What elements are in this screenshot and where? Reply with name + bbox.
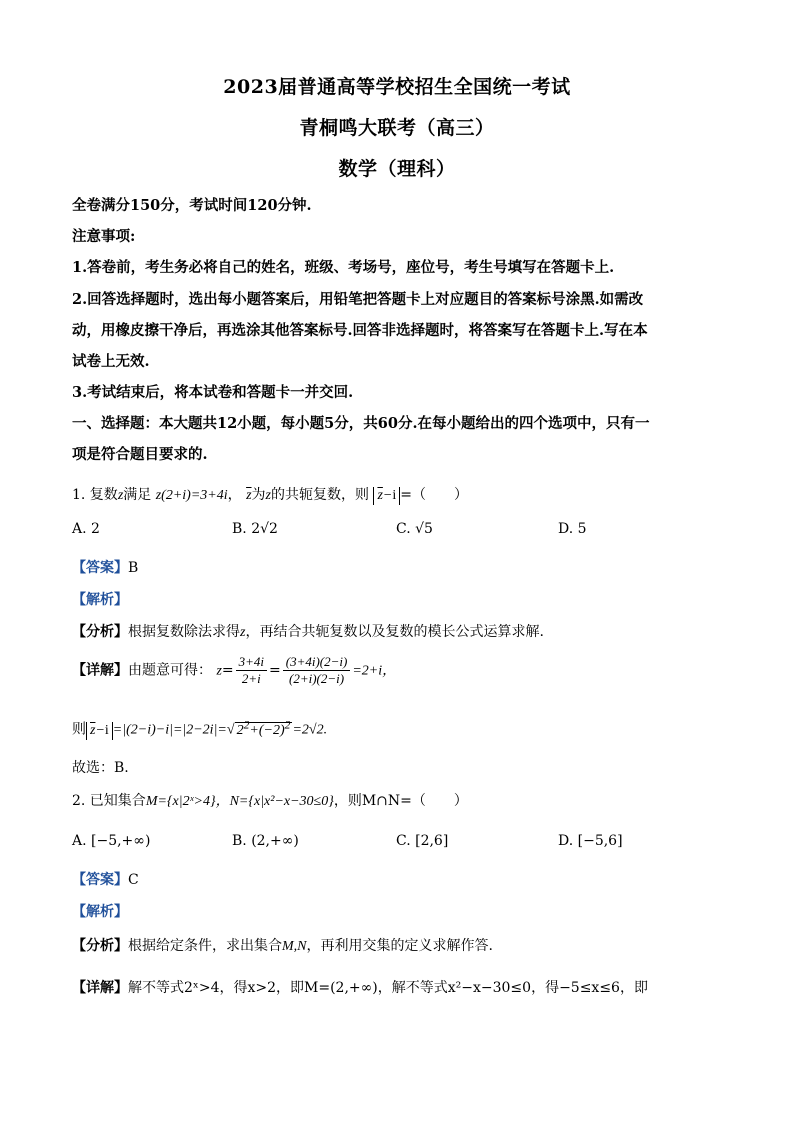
q2-fenxi: 【分析】根据给定条件，求出集合M,N，再利用交集的定义求解作答. bbox=[72, 938, 493, 954]
q1-modulus: 则 $\overline{z}-i =|(2-i)-i|=|2-2i|=√$ $2^2+(-2)^2 =2√2$. bbox=[72, 718, 328, 738]
q1-fraction-2: $\frac{(3+4i)(2-i)}{(2+i)(2-i)}$ bbox=[283, 654, 351, 687]
section-heading-b: 项是符合题目要求的. bbox=[72, 446, 208, 463]
section-heading-a: 一、选择题：本大题共12小题，每小题5分，共60分.在每小题给出的四个选项中，只有一 bbox=[72, 415, 650, 432]
q2-analysis-label: 【解析】 bbox=[72, 904, 128, 920]
q1-choose: 故选：B. bbox=[72, 760, 129, 776]
notice-2c: 试卷上无效. bbox=[72, 353, 150, 370]
q1-option-c: C. √5 bbox=[396, 521, 433, 537]
q1-equation: z(2+i)=3+4i bbox=[155, 488, 228, 503]
q1-analysis-label: 【解析】 bbox=[72, 592, 128, 608]
q1-option-a: A. 2 bbox=[72, 521, 100, 537]
q2-option-a: A. [−5,+∞) bbox=[72, 833, 151, 849]
notice-3: 3.考试结束后，将本试卷和答题卡一并交回. bbox=[72, 384, 354, 401]
q1-option-b: B. 2√2 bbox=[232, 521, 278, 537]
notice-2b: 动，用橡皮擦干净后，再选涂其他答案标号.回答非选择题时，将答案写在答题卡上.写在本 bbox=[72, 322, 648, 339]
subject-title: 数学（理科） bbox=[338, 158, 456, 180]
q1-option-d: D. 5 bbox=[558, 521, 587, 537]
q1-fenxi: 【分析】根据复数除法求得z，再结合共轭复数以及复数的模长公式运算求解. bbox=[72, 624, 544, 640]
notice-2a: 2.回答选择题时，选出每小题答案后，用铅笔把答题卡上对应题目的答案标号涂黑.如需改 bbox=[72, 291, 644, 308]
score-time: 全卷满分150分，考试时间120分钟. bbox=[72, 197, 312, 214]
q1-stem: 1. 复数z满足 z(2+i)=3+4i， $\overline{z}$为z的共轭复数，则 $\overline{z}-i$ =（ ） bbox=[72, 487, 468, 503]
q2-detail: 【详解】解不等式2ˣ>4，得x>2，即M=(2,+∞)，解不等式x²−x−30≤0，得−5≤x≤6，即 bbox=[72, 980, 648, 996]
q1-answer: 【答案】B bbox=[72, 560, 139, 576]
notice-title: 注意事项: bbox=[72, 228, 136, 245]
q2-stem: 2. 已知集合M={x|2ˣ>4}，N={x|x²−x−30≤0}，则M∩N=（ ） bbox=[72, 793, 468, 809]
q2-option-c: C. [2,6] bbox=[396, 833, 449, 849]
notice-1: 1.答卷前，考生务必将自己的姓名，班级、考场号，座位号，考生号填写在答题卡上. bbox=[72, 259, 615, 276]
q1-abs-expr: $\overline{z}-i$ bbox=[373, 487, 400, 505]
exam-title: 2023届普通高等学校招生全国统一考试 bbox=[223, 76, 571, 98]
q1-conj-z: $\overline{z}$ bbox=[246, 488, 252, 503]
q1-detail: 【详解】由题意可得： z= $\frac{3+4i}{2+i}$ = $\frac{(3+4i)(2-i)}{(2+i)(2-i)}$ =2+i， bbox=[72, 654, 397, 686]
q2-option-d: D. [−5,6] bbox=[558, 833, 623, 849]
q2-answer: 【答案】C bbox=[72, 872, 139, 888]
q2-option-b: B. (2,+∞) bbox=[232, 833, 299, 849]
exam-subtitle: 青桐鸣大联考（高三） bbox=[299, 117, 495, 139]
q1-fraction-1: $\frac{3+4i}{2+i}$ bbox=[236, 654, 267, 687]
